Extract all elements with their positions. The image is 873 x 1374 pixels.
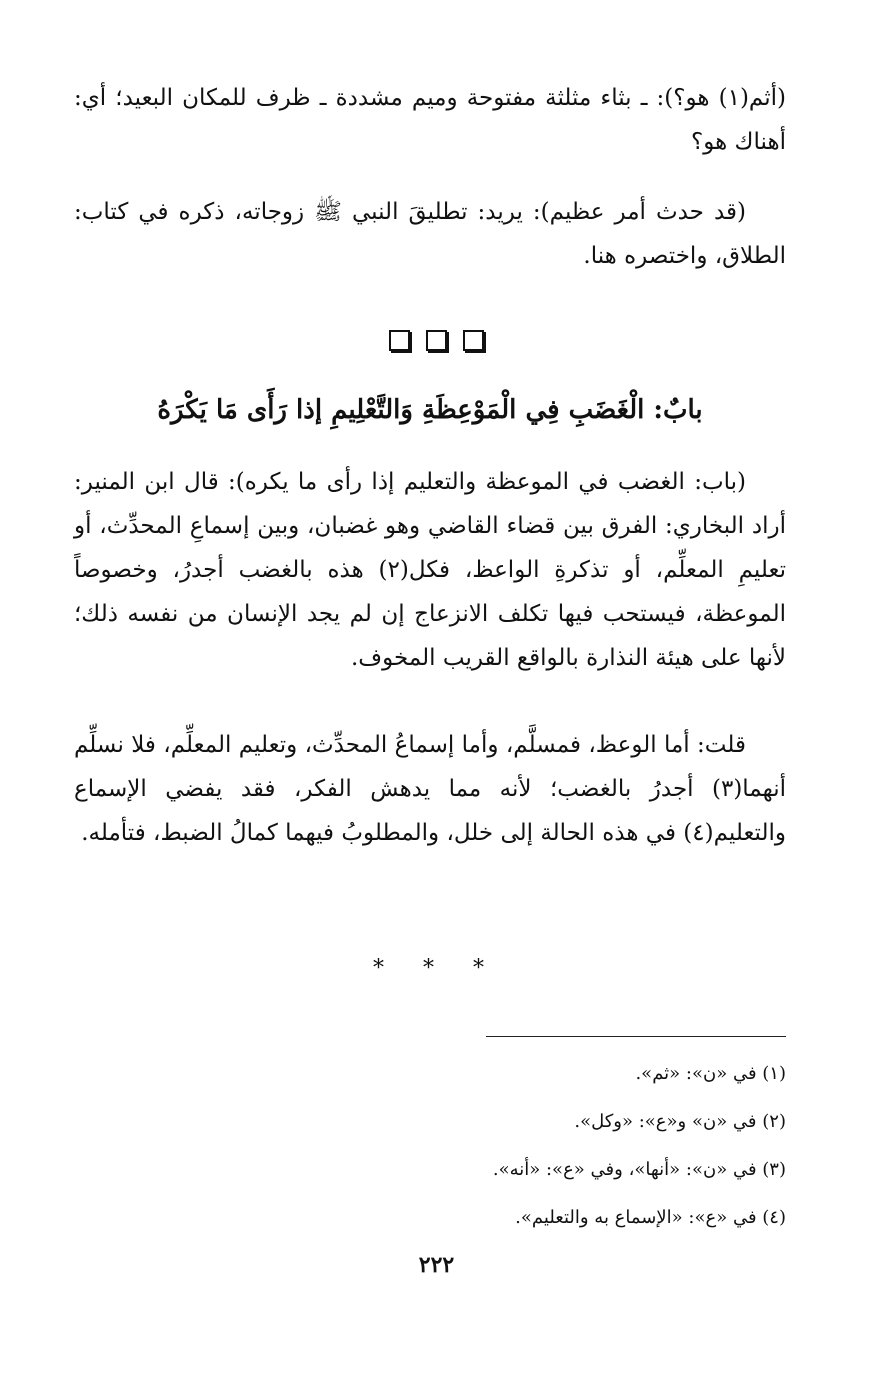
square-ornament-icon <box>463 330 484 351</box>
page-number: ٢٢٢ <box>418 1252 455 1278</box>
paragraph-ibn-al-munayyir <box>74 460 786 680</box>
chapter-heading: بابٌ: الْغَضَبِ فِي الْمَوْعِظَةِ وَالتَّعْلِيمِ إذا رَأَى مَا يَكْرَهُ <box>157 395 703 425</box>
section-separator <box>0 330 873 351</box>
footnote-1: (١) في «ن»: «ثم». <box>635 1063 786 1084</box>
square-ornament-icon <box>389 330 410 351</box>
square-ornament-icon <box>426 330 447 351</box>
footnote-2: (٢) في «ن» و«ع»: «وكل». <box>574 1111 786 1132</box>
paragraph-text: (قد حدث أمر عظيم): يريد: تطليقَ النبي ﷺ زوجاته، ذكره في كتاب: الطلاق، واختصره هنا. <box>74 199 786 269</box>
footnotes <box>74 1050 786 1242</box>
paragraph-text: (أثم(١) هو؟): ـ بثاء مثلثة مفتوحة وميم مشددة ـ ظرف للمكان البعيد؛ أي: أهناك هو؟ <box>74 85 786 155</box>
paragraph-qultu <box>74 723 786 855</box>
paragraph-text: قلت: أما الوعظ، فمسلَّم، وأما إسماعُ المحدِّث، وتعليم المعلِّم، فلا نسلِّم أنهما(٣) أجدرُ بالغضب؛ لأنه مما يدهش الفكر، فقد يفضي الإسماع والتعليم(٤) في هذه الحالة إلى خلل، والمطلوبُ فيهما كمالُ الضبط، فتأمله. <box>74 732 786 846</box>
paragraph-amr-azim-note <box>74 190 786 278</box>
paragraph-text: (باب: الغضب في الموعظة والتعليم إذا رأى ما يكره): قال ابن المنير: أراد البخاري: الفرق بين قضاء القاضي وهو غضبان، وبين إسماعِ المحدِّث، أو تعليمِ المعلِّم، أو تذكرةِ الواعظ، فكل(٢) هذه بالغضب أجدرُ، وخصوصاً الموعظة، فيستحب فيها تكلف الانزعاج إن لم يجد الإنسان من نفسه ذلك؛ لأنها على هيئة النذارة بالواقع القريب المخوف. <box>74 469 786 671</box>
footnote-rule <box>486 1036 786 1037</box>
end-separator: * * * <box>373 956 500 981</box>
paragraph-athamma-note <box>74 76 786 164</box>
footnote-4: (٤) في «ع»: «الإسماع به والتعليم». <box>515 1207 786 1228</box>
footnote-3: (٣) في «ن»: «أنها»، وفي «ع»: «أنه». <box>492 1159 786 1180</box>
